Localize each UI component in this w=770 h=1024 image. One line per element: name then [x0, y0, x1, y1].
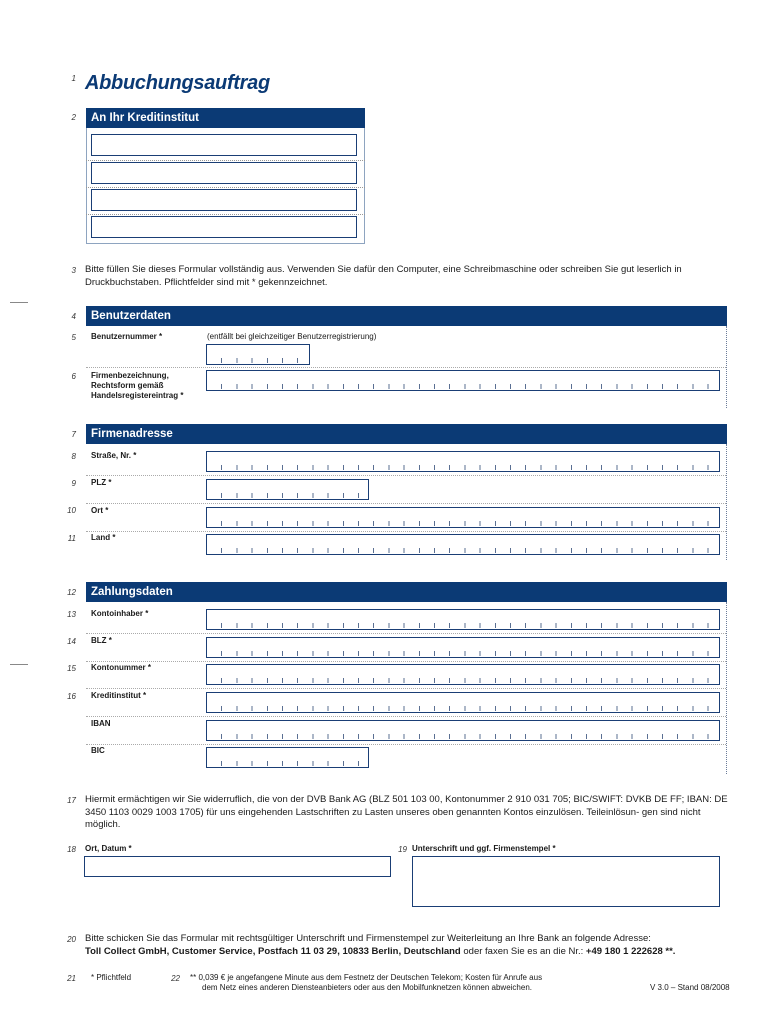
- kreditinstitut-line-1[interactable]: [91, 134, 357, 156]
- benutzernummer-input[interactable]: [206, 344, 310, 365]
- kreditinstitut-line-3[interactable]: [91, 189, 357, 211]
- line-number: 3: [71, 266, 76, 275]
- bic-input[interactable]: [206, 747, 369, 768]
- fax-text: oder faxen Sie es an die Nr.:: [460, 945, 586, 957]
- line-number: 9: [71, 479, 76, 488]
- strasse-input[interactable]: [206, 451, 720, 472]
- section-header-firmenadresse: Firmenadresse: [86, 424, 727, 444]
- line-number: 15: [67, 664, 76, 673]
- benutzernummer-note: (entfällt bei gleichzeitiger Benutzerregistrierung): [207, 332, 377, 341]
- kontoinhaber-label: Kontoinhaber *: [91, 609, 149, 618]
- divider: [86, 531, 726, 532]
- section-header-benutzerdaten: Benutzerdaten: [86, 306, 727, 326]
- line-number: 11: [67, 534, 76, 543]
- line-number: 5: [71, 333, 76, 342]
- line-number: 22: [171, 974, 180, 983]
- line-number: 17: [67, 796, 76, 805]
- bic-label: BIC: [91, 746, 105, 755]
- footnote-pflichtfeld: * Pflichtfeld: [91, 973, 132, 982]
- section-header-kreditinstitut: An Ihr Kreditinstitut: [86, 108, 365, 128]
- version-label: V 3.0 – Stand 08/2008: [650, 983, 730, 992]
- footnote-cost-line-1: ** 0,039 € je angefangene Minute aus dem Festnetz der Deutschen Telekom; Kosten für Anrufe aus: [190, 973, 543, 982]
- line-number: 12: [67, 588, 76, 597]
- line-number: 21: [67, 974, 76, 983]
- page-title: Abbuchungsauftrag: [85, 72, 270, 94]
- divider: [86, 214, 365, 215]
- divider: [86, 744, 726, 745]
- send-text: Bitte schicken Sie das Formular mit rechtsgültiger Unterschrift und Firmenstempel zur Weiterleitung an Ihre Bank an folgende Adresse:: [85, 933, 651, 944]
- address-text: Toll Collect GmbH, Customer Service, Postfach 11 03 29, 10833 Berlin, Deutschland: [85, 945, 461, 957]
- divider: [86, 187, 365, 188]
- line-number: 8: [71, 452, 76, 461]
- footnote-cost-line-2: dem Netz eines anderen Diensteanbieters oder aus den Mobilfunknetzen können abweichen.: [202, 983, 532, 992]
- ort-label: Ort *: [91, 506, 109, 515]
- land-input[interactable]: [206, 534, 720, 555]
- line-number: 7: [71, 430, 76, 439]
- unterschrift-input[interactable]: [412, 856, 720, 907]
- divider: [86, 503, 726, 504]
- kreditinstitut-label: Kreditinstitut *: [91, 691, 147, 700]
- kontonummer-label: Kontonummer *: [91, 663, 151, 672]
- kreditinstitut-line-2[interactable]: [91, 162, 357, 184]
- section-header-zahlungsdaten: Zahlungsdaten: [86, 582, 727, 602]
- send-instructions: [85, 933, 730, 958]
- divider: [86, 633, 726, 634]
- kontoinhaber-input[interactable]: [206, 609, 720, 630]
- divider: [86, 688, 726, 689]
- line-number: 20: [67, 935, 76, 944]
- line-number: 2: [71, 113, 76, 122]
- line-number: 1: [71, 74, 76, 83]
- strasse-label: Straße, Nr. *: [91, 451, 137, 460]
- line-number: 18: [67, 845, 76, 854]
- line-number: 6: [71, 372, 76, 381]
- ort-datum-label: Ort, Datum *: [85, 844, 132, 853]
- firmenbezeichnung-input[interactable]: [206, 370, 720, 391]
- line-number: 10: [67, 506, 76, 515]
- margin-tick: [10, 302, 28, 303]
- footnote-cost: [190, 973, 542, 993]
- iban-input[interactable]: [206, 720, 720, 741]
- kreditinstitut-line-4[interactable]: [91, 216, 357, 238]
- divider: [86, 475, 726, 476]
- divider: [86, 367, 726, 368]
- land-label: Land *: [91, 533, 116, 542]
- ort-datum-input[interactable]: [84, 856, 391, 877]
- unterschrift-label: Unterschrift und ggf. Firmenstempel *: [412, 844, 556, 853]
- line-number: 16: [67, 692, 76, 701]
- line-number: 13: [67, 610, 76, 619]
- divider: [86, 661, 726, 662]
- plz-label: PLZ *: [91, 478, 112, 487]
- ort-input[interactable]: [206, 507, 720, 528]
- blz-label: BLZ *: [91, 636, 112, 645]
- iban-label: IBAN: [91, 719, 111, 728]
- line-number: 19: [398, 845, 407, 854]
- blz-input[interactable]: [206, 637, 720, 658]
- instructions-text: Bitte füllen Sie dieses Formular vollständig aus. Verwenden Sie dafür den Computer, eine Schreibmaschine oder schreiben Sie gut leserlich in Druckbuchstaben. Pflichtfelder sind mit * gekennzeichnet.: [85, 264, 682, 288]
- benutzernummer-label: Benutzernummer *: [91, 332, 163, 341]
- authorization-text: Hiermit ermächtigen wir Sie widerruflich, die von der DVB Bank AG (BLZ 501 103 00, Kontonummer 2 910 031 705; BIC/SWIFT: DVKB DE FF; IBAN: DE 3450 1103 0029 1003 1705) für uns eingehenden Lastschriften zu Lasten unseres oben genannten Kontos einzulösen. Teileinlösun- gen sind nicht möglich.: [85, 794, 728, 830]
- firmenbezeichnung-label: Firmenbezeichnung, Rechtsform gemäß Handelsregistereintrag *: [91, 371, 184, 400]
- fax-number: +49 180 1 222628 **.: [585, 945, 676, 957]
- line-number: 14: [67, 637, 76, 646]
- kontonummer-input[interactable]: [206, 664, 720, 685]
- kreditinstitut-input[interactable]: [206, 692, 720, 713]
- line-number: 4: [71, 312, 76, 321]
- divider: [86, 160, 365, 161]
- margin-tick: [10, 664, 28, 665]
- plz-input[interactable]: [206, 479, 369, 500]
- divider: [86, 716, 726, 717]
